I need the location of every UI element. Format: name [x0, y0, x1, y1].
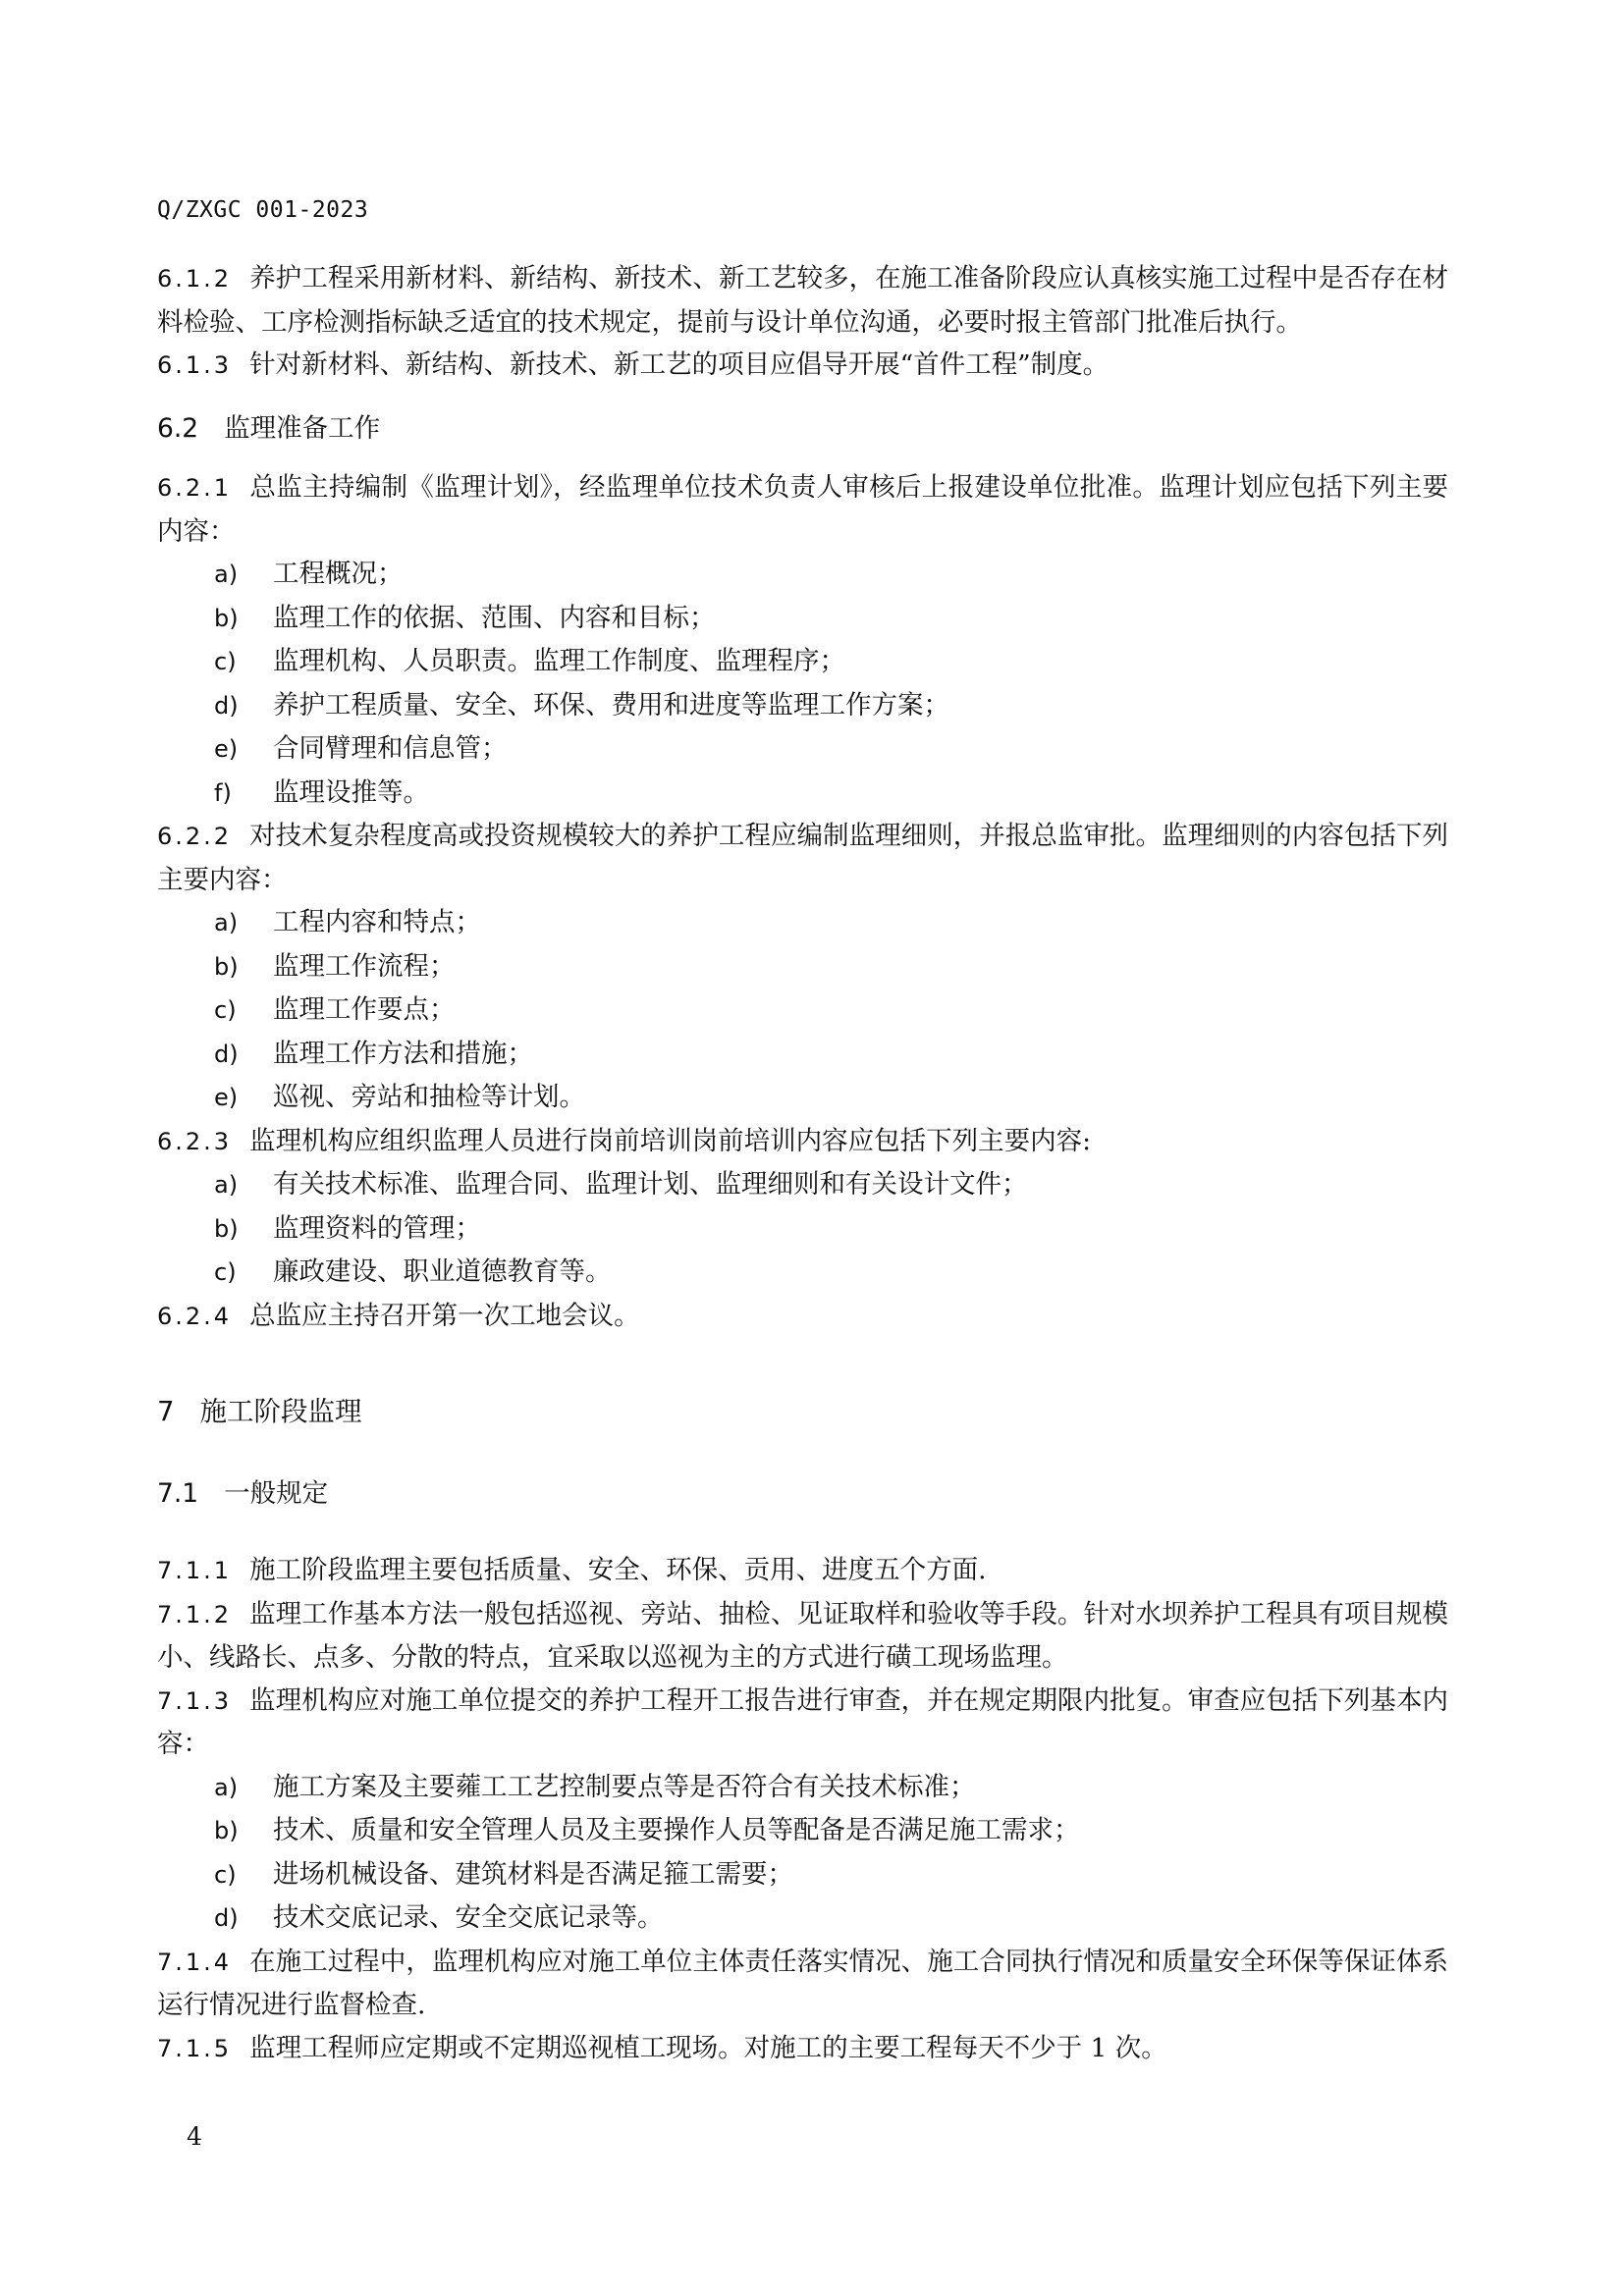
clause-7-1-2 — [157, 1593, 1448, 1680]
list-item-label: a) — [214, 1171, 239, 1199]
clause-text: 监理工程师应定期或不定期巡视植工现场。对施工的主要工程每天不少于 1 次。 — [249, 2032, 1167, 2063]
clause-7-1-3 — [157, 1680, 1448, 1766]
clause-number: 6.2.2 — [157, 823, 233, 850]
clause-text: 总监主持编制《监理计划》，经监理单位技术负责人审核后上报建设单位批准。监理计划应包括下列主要内容： — [157, 472, 1448, 547]
list-item — [157, 684, 1448, 728]
list-item-label: d) — [214, 1904, 239, 1932]
list-item-text: 监理工作的依据、范围、内容和目标； — [273, 602, 716, 633]
page-number: 4 — [187, 2122, 202, 2151]
list-item-label: c) — [214, 1860, 237, 1889]
section-title: 一般规定 — [224, 1477, 329, 1509]
list-item — [157, 1033, 1448, 1077]
list-item-text: 合同臂理和信息管； — [273, 733, 508, 764]
list-item — [157, 1809, 1448, 1853]
clause-6-2-1 — [157, 466, 1448, 553]
list-item-text: 技术、质量和安全管理人员及主要操作人员等配备是否满足施工需求； — [273, 1815, 1080, 1845]
clause-7-1-4 — [157, 1941, 1448, 2027]
list-item-text: 施工方案及主要蕹工工艺控制要点等是否符合有关技术标准； — [273, 1771, 976, 1802]
list-item-text: 监理设推等。 — [273, 776, 429, 808]
clause-number: 7.1.4 — [157, 1948, 233, 1976]
list-item — [157, 1163, 1448, 1207]
clause-text: 对技术复杂程度高或投资规模较大的养护工程应编制监理细则，并报总监审批。监理细则的内容包括下列主要内容： — [157, 821, 1448, 895]
list-item-label: e) — [214, 735, 239, 763]
list-item-text: 工程概况； — [273, 559, 404, 589]
clause-number: 6.1.3 — [157, 351, 233, 379]
clause-number: 7.1.2 — [157, 1600, 233, 1629]
clause-number: 6.2.1 — [157, 474, 233, 502]
clause-6-2-2 — [157, 815, 1448, 901]
list-item-label: a) — [214, 1773, 239, 1801]
list-item-label: f) — [214, 778, 232, 807]
list-item-text: 监理工作流程； — [273, 950, 456, 982]
clause-number: 7.1.3 — [157, 1686, 233, 1715]
standard-number: Q/ZXGC 001-2023 — [157, 197, 369, 223]
list-item-text: 廉政建设、职业道德教育等。 — [273, 1256, 612, 1287]
list-item-label: b) — [214, 604, 239, 632]
list-item-text: 巡视、旁站和抽检等计划。 — [273, 1082, 585, 1112]
list-item-label: d) — [214, 1040, 239, 1068]
list-item — [157, 988, 1448, 1033]
section-number: 7.1 — [157, 1477, 199, 1509]
clause-7-1-1 — [157, 1549, 1448, 1593]
list-item-label: d) — [214, 691, 239, 720]
list-item-text: 监理资料的管理； — [273, 1212, 481, 1244]
list-item-label: b) — [214, 1214, 239, 1243]
list-item — [157, 1251, 1448, 1295]
list-item-text: 有关技术标准、监理合同、监理计划、监理细则和有关设计文件； — [273, 1169, 1028, 1200]
clause-text: 总监应主持召开第一次工地会议。 — [249, 1300, 640, 1331]
clause-7-1-5 — [157, 2027, 1448, 2071]
section-title: 监理准备工作 — [224, 412, 381, 444]
section-heading-6-2 — [157, 407, 1448, 451]
clause-6-1-3 — [157, 344, 1448, 388]
list-item-label: a) — [214, 909, 239, 936]
list-item-label: b) — [214, 1817, 239, 1844]
list-item — [157, 945, 1448, 989]
list-item-text: 监理工作要点； — [273, 994, 456, 1025]
list-item — [157, 1896, 1448, 1941]
clause-6-1-2 — [157, 257, 1448, 344]
list-item — [157, 772, 1448, 816]
list-item-label: c) — [214, 1258, 237, 1286]
clause-text: 在施工过程中，监理机构应对施工单位主体责任落实情况、施工合同执行情况和质量安全环保等保证体系运行情况进行监督检查. — [157, 1946, 1448, 2020]
clause-text: 施工阶段监理主要包括质量、安全、环保、贡用、进度五个方面. — [249, 1555, 987, 1585]
list-item — [157, 1076, 1448, 1120]
chapter-heading-7 — [157, 1391, 1448, 1434]
clause-number: 7.1.5 — [157, 2034, 233, 2062]
clause-6-2-3 — [157, 1120, 1448, 1164]
list-item-text: 工程内容和特点； — [273, 907, 481, 937]
list-item-label: a) — [214, 561, 239, 588]
clause-text: 养护工程采用新材料、新结构、新技术、新工艺较多，在施工准备阶段应认真核实施工过程中是否存在材料检验、工序检测指标缺乏适宜的技术规定，提前与设计单位沟通，必要时报主管部门批准后执行。 — [157, 263, 1448, 338]
list-item — [157, 640, 1448, 684]
list-item — [157, 1766, 1448, 1810]
list-item-label: c) — [214, 648, 237, 675]
clause-number: 7.1.1 — [157, 1557, 233, 1584]
section-heading-7-1 — [157, 1472, 1448, 1516]
list-item-text: 进场机械设备、建筑材料是否满足箍工需要； — [273, 1858, 793, 1890]
list-item-label: b) — [214, 952, 239, 981]
list-item-label: e) — [214, 1084, 239, 1111]
list-item-text: 监理工作方法和措施； — [273, 1038, 533, 1069]
chapter-number: 7 — [157, 1396, 175, 1427]
list-item — [157, 1207, 1448, 1252]
clause-number: 6.2.4 — [157, 1302, 233, 1330]
clause-text: 监理工作基本方法一般包括巡视、旁站、抽检、见证取样和验收等手段。针对水坝养护工程具有项目规模小、线路长、点多、分散的特点，宜采取以巡视为主的方式进行磺工现场监理。 — [157, 1598, 1448, 1673]
section-number: 6.2 — [157, 412, 199, 444]
list-item-text: 养护工程质量、安全、环保、费用和进度等监理工作方案； — [273, 689, 949, 721]
clause-number: 6.1.2 — [157, 265, 233, 293]
clause-6-2-4 — [157, 1295, 1448, 1339]
clause-text: 监理机构应组织监理人员进行岗前培训岗前培训内容应包括下列主要内容: — [249, 1125, 1092, 1156]
clause-text: 针对新材料、新结构、新技术、新工艺的项目应倡导开展“首件工程”制度。 — [249, 349, 1110, 380]
list-item — [157, 597, 1448, 641]
list-item-text: 监理机构、人员职责。监理工作制度、监理程序； — [273, 646, 845, 676]
body-text — [157, 257, 1448, 2070]
list-item-text: 技术交底记录、安全交底记录等。 — [273, 1902, 664, 1933]
list-item — [157, 727, 1448, 772]
clause-text: 监理机构应对施工单位提交的养护工程开工报告进行审查，并在规定期限内批复。审查应包括下列基本内容： — [157, 1684, 1448, 1759]
list-item-label: c) — [214, 996, 237, 1024]
chapter-title: 施工阶段监理 — [199, 1396, 362, 1427]
list-item — [157, 553, 1448, 597]
list-item — [157, 1853, 1448, 1897]
list-item — [157, 901, 1448, 945]
clause-number: 6.2.3 — [157, 1127, 233, 1155]
